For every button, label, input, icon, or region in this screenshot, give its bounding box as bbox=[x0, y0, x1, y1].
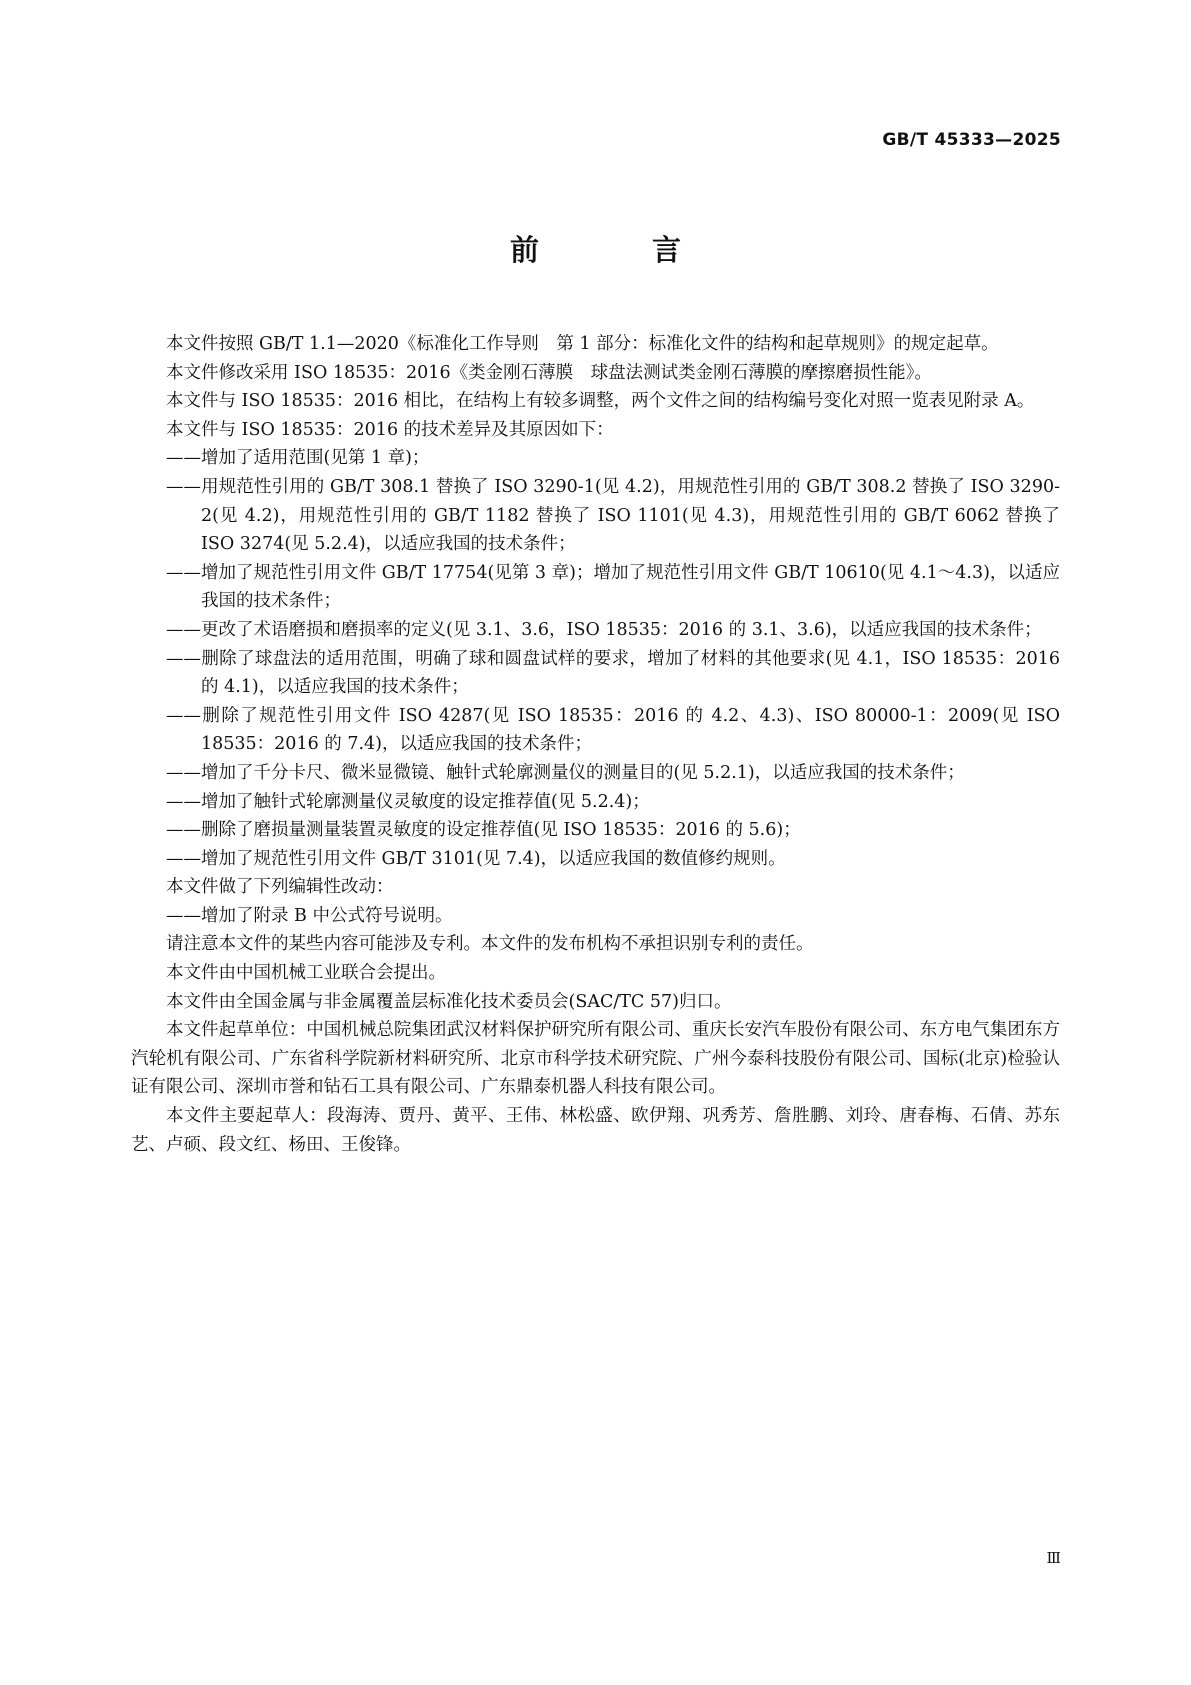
list-item-text: 删除了磨损量测量装置灵敏度的设定推荐值(见 ISO 18535：2016 的 5.6)； bbox=[201, 820, 801, 841]
list-dash: —— bbox=[166, 476, 201, 497]
list-item-text: 增加了规范性引用文件 GB/T 17754(见第 3 章)；增加了规范性引用文件 GB/T 10610(见 4.1～4.3)，以适应我国的技术条件； bbox=[201, 562, 1060, 612]
paragraph: 请注意本文件的某些内容可能涉及专利。本文件的发布机构不承担识别专利的责任。 bbox=[166, 934, 814, 955]
list-dash: —— bbox=[166, 619, 201, 640]
list-item bbox=[131, 845, 1060, 874]
list-item-text: 删除了规范性引用文件 ISO 4287(见 ISO 18535：2016 的 4.2、4.3)、ISO 80000-1：2009(见 ISO 18535：2016 的 7.4)，以适应我国的技术条件； bbox=[201, 705, 1060, 755]
paragraph: 本文件起草单位：中国机械总院集团武汉材料保护研究所有限公司、重庆长安汽车股份有限公司、东方电气集团东方汽轮机有限公司、广东省科学院新材料研究所、北京市科学技术研究院、广州今泰科技股份有限公司、国标(北京)检验认证有限公司、深圳市誉和钻石工具有限公司、广东鼎泰机器人科技有限公司。 bbox=[131, 1020, 1060, 1098]
paragraph: 本文件由全国金属与非金属覆盖层标准化技术委员会(SAC/TC 57)归口。 bbox=[166, 991, 732, 1012]
list-dash: —— bbox=[166, 648, 201, 669]
paragraph: 本文件与 ISO 18535：2016 的技术差异及其原因如下： bbox=[166, 419, 614, 440]
page-number: Ⅲ bbox=[1046, 1549, 1061, 1567]
paragraph: 本文件按照 GB/T 1.1—2020《标准化工作导则 第 1 部分：标准化文件的结构和起草规则》的规定起草。 bbox=[166, 334, 999, 354]
list-dash: —— bbox=[166, 705, 201, 726]
list-item bbox=[131, 559, 1060, 616]
list-item bbox=[131, 702, 1060, 759]
list-item bbox=[131, 902, 1060, 931]
paragraph: 本文件主要起草人：段海涛、贾丹、黄平、王伟、林松盛、欧伊翔、巩秀芳、詹胜鹏、刘玲、唐春梅、石倩、苏东艺、卢硕、段文红、杨田、王俊锋。 bbox=[131, 1106, 1060, 1155]
paragraph: 本文件与 ISO 18535：2016 相比，在结构上有较多调整，两个文件之间的结构编号变化对照一览表见附录 A。 bbox=[166, 391, 1035, 412]
page-title: 前 言 bbox=[509, 233, 723, 267]
list-dash: —— bbox=[166, 905, 201, 926]
list-dash: —— bbox=[166, 448, 201, 469]
list-dash: —— bbox=[166, 848, 201, 869]
paragraph: 本文件修改采用 ISO 18535：2016《类金刚石薄膜 球盘法测试类金刚石薄膜的摩擦磨损性能》。 bbox=[166, 362, 932, 383]
list-dash: —— bbox=[166, 762, 201, 783]
list-item bbox=[131, 444, 1060, 473]
paragraph: 本文件做了下列编辑性改动： bbox=[166, 877, 394, 898]
list-item-text: 删除了球盘法的适用范围，明确了球和圆盘试样的要求，增加了材料的其他要求(见 4.1，ISO 18535：2016 的 4.1)，以适应我国的技术条件； bbox=[201, 648, 1060, 698]
list-item-text: 更改了术语磨损和磨损率的定义(见 3.1、3.6，ISO 18535：2016 的 3.1、3.6)，以适应我国的技术条件； bbox=[201, 619, 1042, 640]
list-item-text: 增加了附录 B 中公式符号说明。 bbox=[201, 905, 453, 926]
list-dash: —— bbox=[166, 791, 201, 812]
document-body bbox=[131, 330, 1060, 1159]
list-dash: —— bbox=[166, 562, 201, 583]
list-dash: —— bbox=[166, 820, 201, 841]
list-item-text: 增加了规范性引用文件 GB/T 3101(见 7.4)，以适应我国的数值修约规则。 bbox=[201, 848, 786, 869]
standard-code: GB/T 45333—2025 bbox=[882, 130, 1061, 150]
list-item bbox=[131, 616, 1060, 645]
list-item bbox=[131, 473, 1060, 559]
list-item bbox=[131, 788, 1060, 817]
list-item-text: 增加了适用范围(见第 1 章)； bbox=[201, 448, 430, 469]
list-item-text: 用规范性引用的 GB/T 308.1 替换了 ISO 3290-1(见 4.2)，用规范性引用的 GB/T 308.2 替换了 ISO 3290-2(见 4.2)，用规范性引用的 GB/T 1182 替换了 ISO 1101(见 4.3)，用规范性引用的 GB/T 6062 替换了 ISO 3274(见 5.2.4)，以适应我国的技术条件； bbox=[201, 476, 1060, 555]
paragraph: 本文件由中国机械工业联合会提出。 bbox=[166, 963, 446, 984]
list-item-text: 增加了千分卡尺、微米显微镜、触针式轮廓测量仪的测量目的(见 5.2.1)，以适应我国的技术条件； bbox=[201, 762, 965, 783]
list-item bbox=[131, 816, 1060, 845]
list-item bbox=[131, 645, 1060, 702]
list-item bbox=[131, 759, 1060, 788]
list-item-text: 增加了触针式轮廓测量仪灵敏度的设定推荐值(见 5.2.4)； bbox=[201, 791, 650, 812]
